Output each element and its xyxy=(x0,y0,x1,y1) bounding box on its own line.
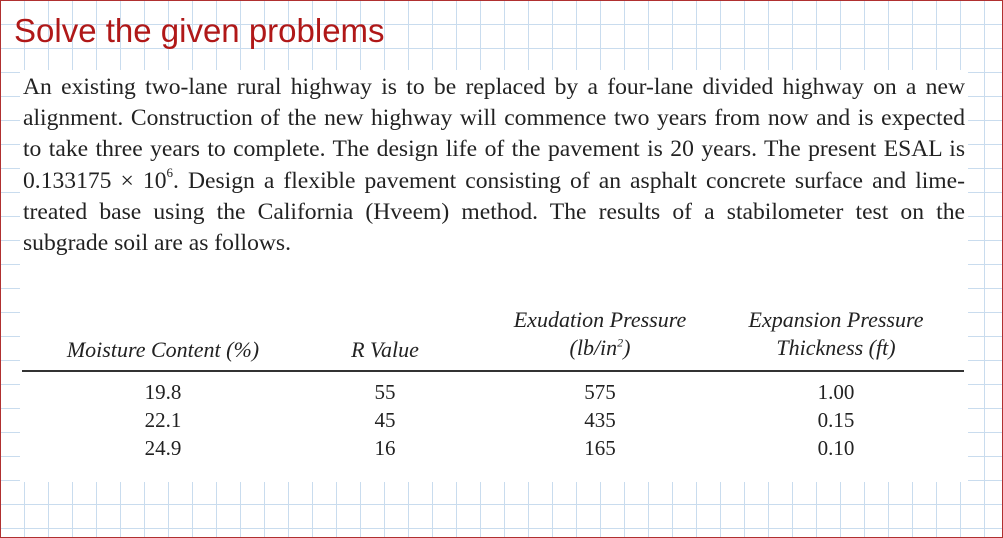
table-cell: 575 xyxy=(584,380,616,404)
page-title: Solve the given problems xyxy=(14,12,385,49)
header-expansion-pressure xyxy=(726,306,946,362)
column-r-value xyxy=(325,378,445,462)
header-exudation-line2: $(lb/in^2)$ xyxy=(569,335,631,360)
table-cell: 24.9 xyxy=(144,436,182,460)
table-cell: 0.15 xyxy=(817,408,855,432)
column-expansion-pressure xyxy=(776,378,896,462)
header-r-value: R Value xyxy=(351,337,419,362)
table-cell: 55 xyxy=(374,380,396,404)
table-cell: 165 xyxy=(584,436,616,460)
table-cell: 1.00 xyxy=(817,380,855,404)
table-cell: 16 xyxy=(374,436,396,460)
table-cell: 19.8 xyxy=(144,380,182,404)
header-moisture-content: Moisture Content (%) xyxy=(66,337,260,362)
column-moisture-content xyxy=(103,378,223,462)
table-cell: 0.10 xyxy=(817,436,855,460)
problem-panel xyxy=(20,70,968,482)
table-header-rule xyxy=(22,370,964,372)
header-expansion-line2: Thickness (ft) xyxy=(776,335,896,360)
table-cell: 45 xyxy=(374,408,396,432)
problem-text-part1: An existing two-lane rural highway is to be replaced by a four-lane divided highway on a new alignment. Construction of the new highway will commence two years from now and is expected to take three years to complete. The design life of the pavement is 20 years. The present ESAL is 0.133175 × 10 xyxy=(23,74,965,194)
table-cell: 435 xyxy=(584,408,616,432)
table-cell: 22.1 xyxy=(144,408,182,432)
header-exudation-line1: Exudation Pressure xyxy=(513,307,687,332)
header-expansion-line1: Expansion Pressure xyxy=(748,307,924,332)
column-exudation-pressure xyxy=(540,378,660,462)
problem-text-part2: . Design a flexible pavement consisting of an asphalt concrete surface and lime-treated base using the California (Hveem) method. The results of a stabilometer test on the subgrade soil are as follows. xyxy=(23,167,965,257)
problem-statement xyxy=(23,72,965,259)
esal-exponent: 6 xyxy=(166,164,173,180)
header-exudation-pressure xyxy=(500,306,700,362)
